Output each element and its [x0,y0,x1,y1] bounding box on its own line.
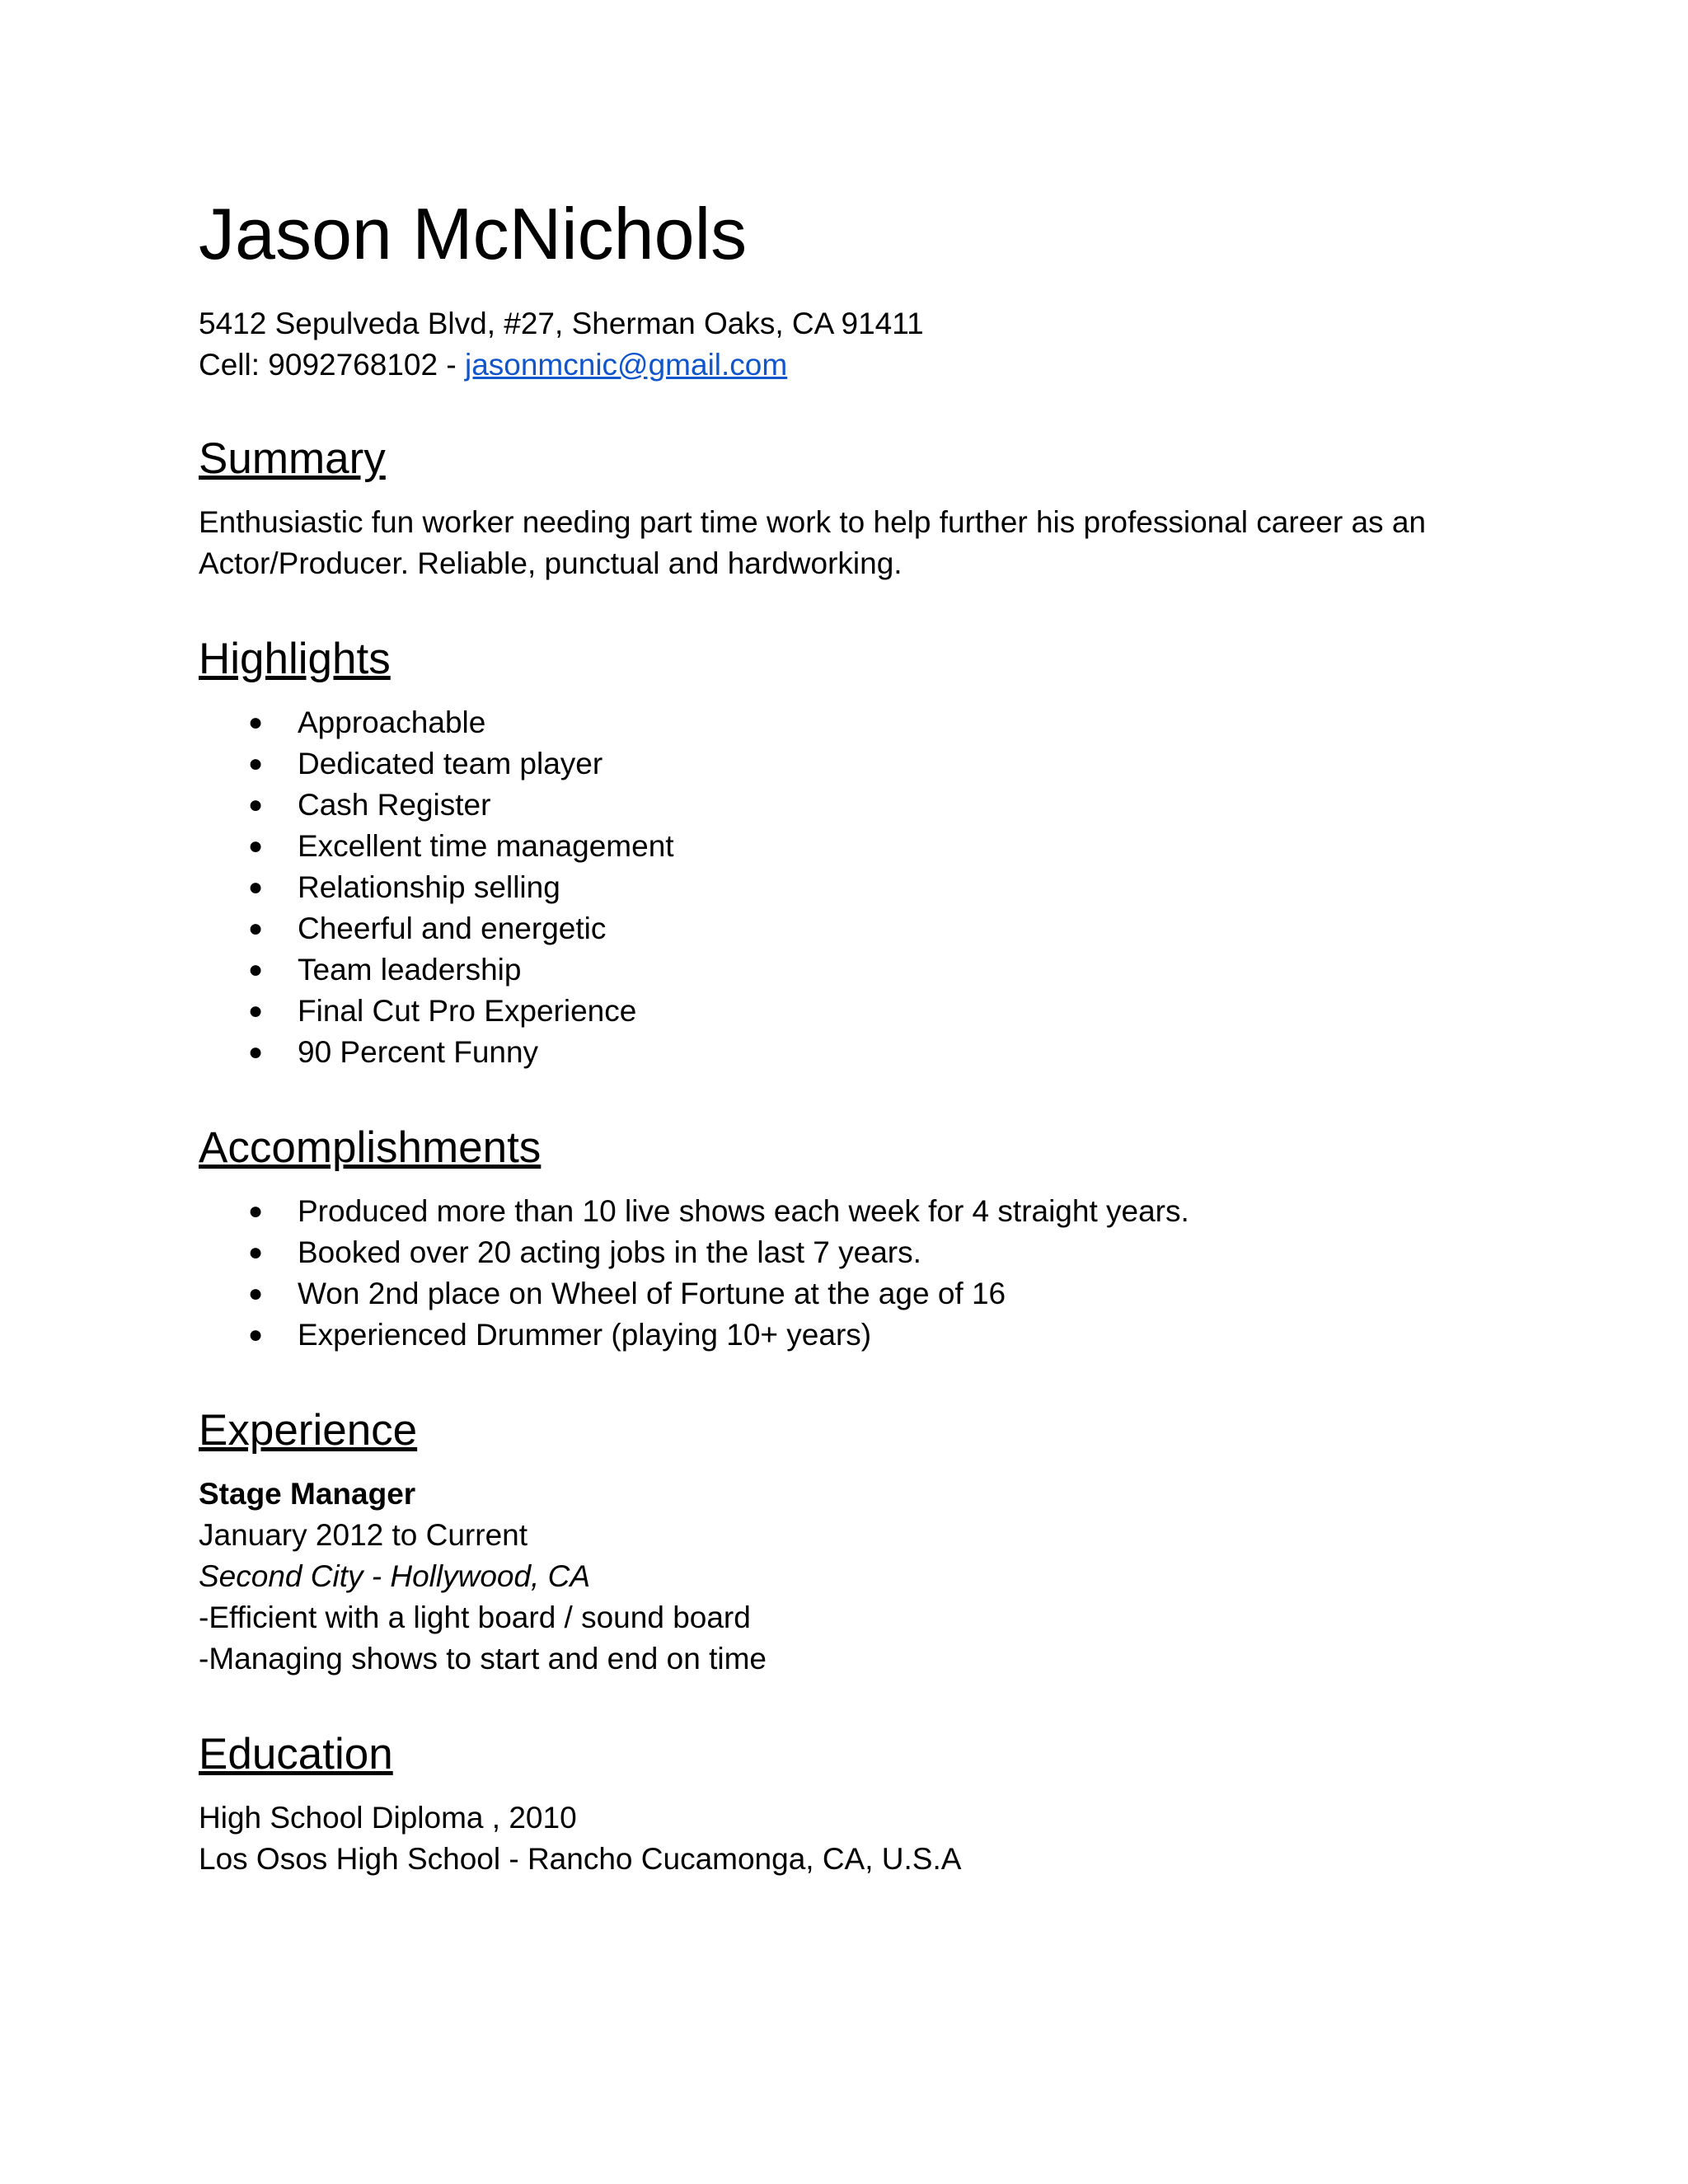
bullet-icon: ● [248,874,264,901]
list-item [199,949,1517,991]
list-item [199,702,1517,743]
list-item-text: Relationship selling [298,870,560,904]
list-item-text: Experienced Drummer (playing 10+ years) [298,1318,872,1352]
list-item-text: Cash Register [298,788,491,822]
list-item-text: Final Cut Pro Experience [298,994,637,1028]
summary-text: Enthusiastic fun worker needing part time work to help further his professional career as an Actor/Producer. Reliable, punctual and hardworking. [199,505,1426,580]
bullet-icon: ● [248,1038,264,1066]
list-item [199,991,1517,1032]
experience-heading: Experience [199,1406,418,1455]
highlights-list [199,702,1517,1073]
list-item-text: Booked over 20 acting jobs in the last 7 years. [298,1235,921,1269]
list-item-text: Cheerful and energetic [298,912,607,945]
education-heading: Education [199,1730,393,1779]
list-item-text: Produced more than 10 live shows each week for 4 straight years. [298,1194,1189,1228]
education-entry [199,1797,1517,1880]
list-item [199,908,1517,949]
bullet-icon: ● [248,1280,264,1307]
accomplishments-section [199,1123,1517,1356]
highlights-heading: Highlights [199,635,391,683]
education-school: Los Osos High School - Rancho Cucamonga, CA, U.S.A [199,1842,962,1876]
job-title: Stage Manager [199,1477,416,1511]
list-item-text: Team leadership [298,953,522,987]
bullet-icon: ● [248,832,264,860]
list-item-text: Dedicated team player [298,747,603,780]
bullet-icon: ● [248,997,264,1024]
bullet-icon: ● [248,1239,264,1266]
summary-heading: Summary [199,434,386,483]
education-section [199,1732,1517,1880]
list-item [199,867,1517,908]
list-item-text: 90 Percent Funny [298,1035,539,1069]
bullet-icon: ● [248,791,264,818]
experience-section [199,1408,1517,1680]
bullet-icon: ● [248,750,264,777]
bullet-icon: ● [248,915,264,942]
education-degree: High School Diploma , 2010 [199,1801,577,1835]
resume-page [199,193,1517,1880]
contact-line [199,344,1517,386]
email-link[interactable]: jasonmcnic@gmail.com [464,348,788,382]
list-item [199,1232,1517,1273]
bullet-icon: ● [248,956,264,983]
job-employer: Second City - Hollywood, CA [199,1559,591,1593]
accomplishments-heading: Accomplishments [199,1123,542,1172]
address-line: 5412 Sepulveda Blvd, #27, Sherman Oaks, CA 91411 [199,307,924,340]
resume-name: Jason McNichols [199,193,748,274]
job-dates: January 2012 to Current [199,1518,528,1552]
list-item [199,743,1517,785]
bullet-icon: ● [248,1321,264,1348]
list-item-text: Won 2nd place on Wheel of Fortune at the age of 16 [298,1277,1006,1310]
list-item [199,1315,1517,1356]
phone-text: Cell: 9092768102 - [199,348,465,382]
summary-section [199,434,1517,584]
list-item-text: Excellent time management [298,829,674,863]
list-item-text: Approachable [298,705,486,739]
highlights-section [199,637,1517,1073]
list-item [199,826,1517,867]
bullet-icon: ● [248,709,264,736]
bullet-icon: ● [248,1197,264,1225]
list-item [199,785,1517,826]
job-detail: -Efficient with a light board / sound board [199,1601,751,1634]
job-detail: -Managing shows to start and end on time [199,1642,767,1675]
accomplishments-list [199,1191,1517,1356]
list-item [199,1032,1517,1073]
list-item [199,1191,1517,1232]
list-item [199,1273,1517,1315]
